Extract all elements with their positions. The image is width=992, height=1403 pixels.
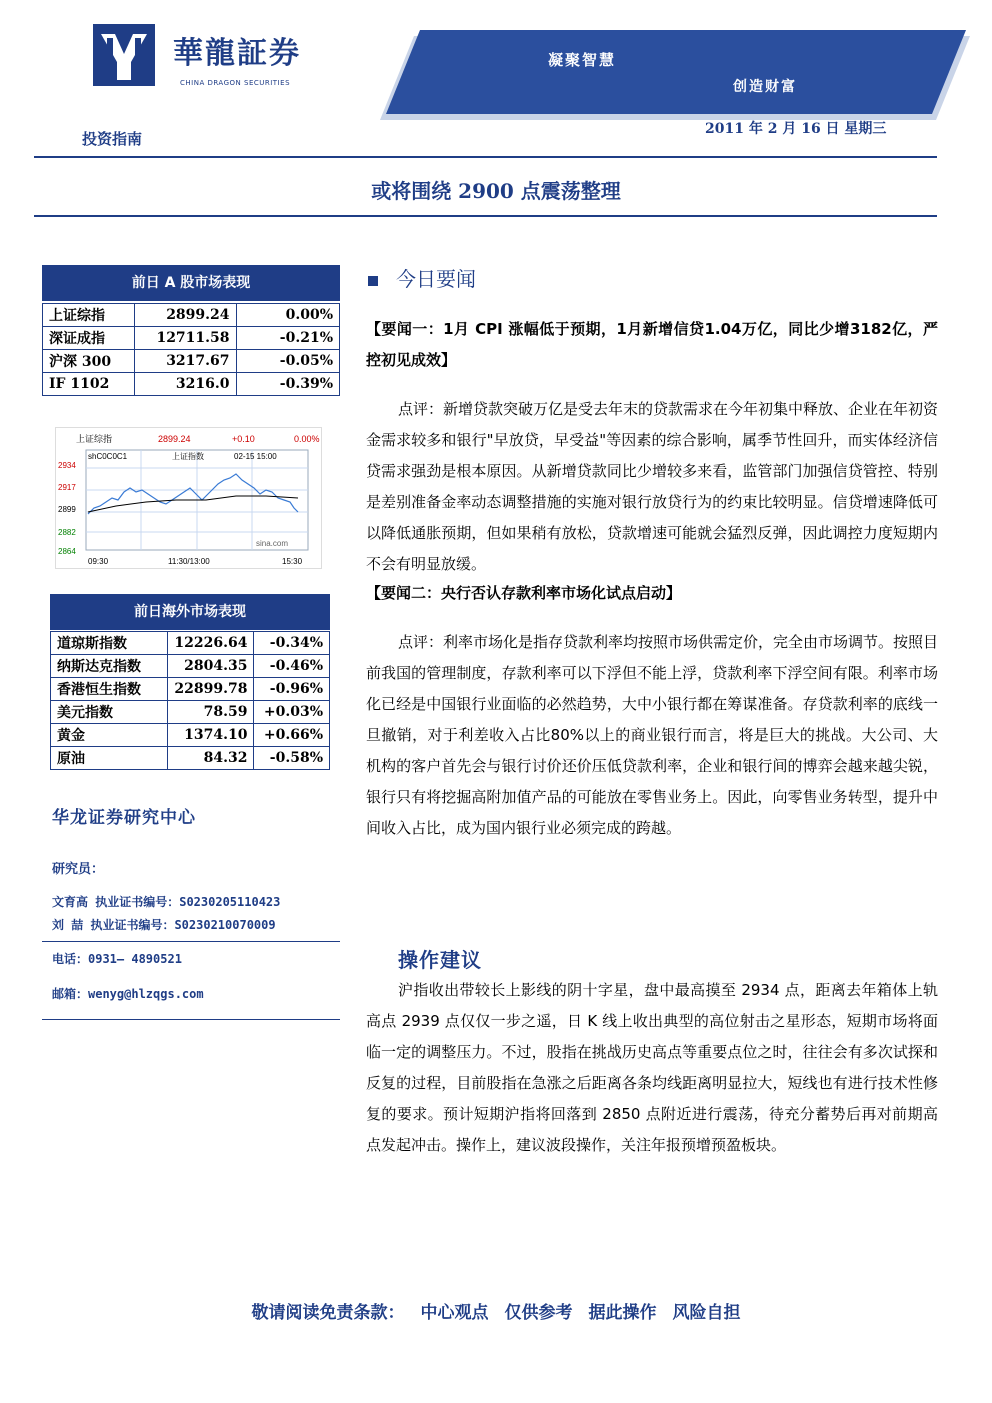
researcher-entry: 文育高 执业证书编号：S0230205110423 bbox=[52, 895, 281, 909]
news-heading-text: 今日要闻 bbox=[396, 267, 476, 291]
news-item-2-comment: 点评：利率市场化是指存贷款利率均按照市场供需定价，完全由市场调节。按照目前我国的管理制度，存款利率可以下浮但不能上浮，贷款利率下浮空间有限。利率市场化已经是中国银行业面临的必然趋势，大中小银行都在筹谋准备。存贷款利率的底线一旦撤销，对于利差收入占比80%以上的商业银行而言，将是巨大的挑战。大公司、大机构的客户首先会与银行讨价还价压低贷款利率，企业和银行间的博弈会越来越尖锐，银行只有将挖掘高附加值产品的可能放在零售业务上。因此，向零售业务转型，提升中间收入占比，成为国内银行业必须完成的跨越。 bbox=[366, 633, 939, 837]
overseas-table bbox=[50, 631, 330, 770]
table-row bbox=[51, 655, 330, 678]
chart-x-tick: 15:30 bbox=[282, 557, 303, 566]
company-logo-english: CHINA DRAGON SECURITIES bbox=[180, 79, 291, 87]
researcher-entry: 刘 喆 执业证书编号：S0230210070009 bbox=[52, 918, 276, 932]
chart-source: sina.com bbox=[256, 539, 289, 548]
slogan-primary: 凝聚智慧 bbox=[548, 51, 617, 69]
logo-emblem-icon bbox=[93, 24, 155, 86]
table-row bbox=[51, 724, 330, 747]
title-divider bbox=[34, 215, 937, 217]
chart-y-tick: 2864 bbox=[58, 547, 76, 556]
chart-x-tick: 09:30 bbox=[88, 557, 109, 566]
header-banner bbox=[380, 30, 970, 120]
operation-section-heading: 操作建议 bbox=[398, 948, 482, 972]
market-value: 3216.0 bbox=[134, 373, 236, 396]
table-row bbox=[51, 701, 330, 724]
market-value: 2804.35 bbox=[168, 655, 254, 678]
market-name: 香港恒生指数 bbox=[51, 678, 168, 701]
market-value: 2899.24 bbox=[134, 304, 236, 327]
table-row bbox=[43, 327, 340, 350]
table-row bbox=[43, 350, 340, 373]
market-change: -0.39% bbox=[236, 373, 339, 396]
chart-index-change: +0.10 bbox=[232, 434, 255, 444]
a-share-table-heading: 前日 A 股市场表现 bbox=[42, 265, 340, 301]
market-name: 原油 bbox=[51, 747, 168, 770]
a-share-table bbox=[42, 303, 340, 396]
sidebar-divider bbox=[42, 941, 340, 942]
table-row bbox=[51, 678, 330, 701]
news-item-2-title: 【要闻二：央行否认存款利率市场化试点启动】 bbox=[366, 584, 682, 602]
market-change: +0.66% bbox=[254, 724, 330, 747]
disclaimer-item: 仅供参考 bbox=[504, 1303, 573, 1323]
chart-code-label: shC0C0C1 bbox=[88, 452, 128, 461]
chart-index-pct: 0.00% bbox=[294, 434, 320, 444]
market-change: 0.00% bbox=[236, 304, 339, 327]
company-logo-chinese: 華龍証券 bbox=[173, 36, 301, 71]
news-section-heading bbox=[368, 263, 476, 292]
header-divider bbox=[34, 156, 937, 158]
market-name: 美元指数 bbox=[51, 701, 168, 724]
disclaimer-item: 风险自担 bbox=[672, 1303, 741, 1323]
disclaimer-item: 中心观点 bbox=[420, 1303, 489, 1323]
market-change: +0.03% bbox=[254, 701, 330, 724]
sidebar-divider bbox=[42, 1019, 340, 1020]
market-name: 道琼斯指数 bbox=[51, 632, 168, 655]
market-name: 沪深 300 bbox=[43, 350, 135, 373]
market-name: 上证综指 bbox=[43, 304, 135, 327]
market-name: 纳斯达克指数 bbox=[51, 655, 168, 678]
market-name: 黄金 bbox=[51, 724, 168, 747]
market-change: -0.21% bbox=[236, 327, 339, 350]
chart-y-tick: 2899 bbox=[58, 505, 76, 514]
disclaimer-footer bbox=[0, 1298, 992, 1323]
table-row bbox=[43, 304, 340, 327]
news-item-1-comment: 点评：新增贷款突破万亿是受去年末的贷款需求在今年初集中释放、企业在年初资金需求较多和银行"早放贷，早受益"等因素的综合影响，属季节性回升，而实体经济信贷需求强劲是根本原因。从新增贷款同比少增较多来看，监管部门加强信贷管控、特别是差别准备金率动态调整措施的实施对银行放贷行为的约束比较明显。信贷增速降低可以降低通胀预期，但如果稍有放松，贷款增速可能就会猛烈反弹，因此调控力度短期内不会有明显放缓。 bbox=[366, 400, 939, 573]
chart-y-tick: 2934 bbox=[58, 461, 76, 470]
chart-timestamp: 02-15 15:00 bbox=[234, 452, 277, 461]
operation-advice-text: 沪指收出带较长上影线的阴十字星，盘中最高摸至 2934 点，距离去年箱体上轨高点 2939 点仅仅一步之遥，日 K 线上收出典型的高位射击之星形态，短期市场将面临一定的调整压力。不过，股指在挑战历史高点等重要点位之时，往往会有多次试探和反复的过程，目前股指在急涨之后距离各条均线距离明显拉大，短线也有进行技术性修复的要求。预计短期沪指将回落到 2850 点附近进行震荡，待充分蓄势后再对前期高点发起冲击。操作上，建议波段操作，关注年报预增预盈板块。 bbox=[366, 981, 938, 1154]
researcher-label: 研究员： bbox=[52, 862, 105, 877]
contact-phone: 电话：0931— 4890521 bbox=[52, 952, 182, 966]
market-change: -0.05% bbox=[236, 350, 339, 373]
disclaimer-label: 敬请阅读免责条款： bbox=[251, 1303, 405, 1323]
table-row bbox=[51, 747, 330, 770]
chart-x-tick: 11:30/13:00 bbox=[168, 557, 210, 566]
market-value: 22899.78 bbox=[168, 678, 254, 701]
intraday-chart-image bbox=[55, 427, 322, 569]
chart-y-tick: 2917 bbox=[58, 483, 76, 492]
market-value: 78.59 bbox=[168, 701, 254, 724]
news-item-1-title: 【要闻一：1月 CPI 涨幅低于预期，1月新增信贷1.04万亿，同比少增3182亿，严控初见成效】 bbox=[366, 320, 938, 369]
chart-index-value: 2899.24 bbox=[158, 434, 191, 444]
overseas-table-heading: 前日海外市场表现 bbox=[50, 594, 330, 630]
contact-email: 邮箱：wenyg@hlzqgs.com bbox=[52, 987, 204, 1001]
chart-index-name: 上证综指 bbox=[76, 434, 113, 444]
report-date: 2011 年 2 月 16 日 星期三 bbox=[705, 121, 887, 137]
chart-y-tick: 2882 bbox=[58, 528, 76, 537]
market-change: -0.46% bbox=[254, 655, 330, 678]
market-change: -0.58% bbox=[254, 747, 330, 770]
report-category: 投资指南 bbox=[82, 130, 143, 148]
research-center-name: 华龙证券研究中心 bbox=[52, 808, 196, 828]
table-row bbox=[43, 373, 340, 396]
market-change: -0.34% bbox=[254, 632, 330, 655]
market-name: 深证成指 bbox=[43, 327, 135, 350]
square-bullet-icon bbox=[368, 276, 378, 286]
company-logo-mark bbox=[93, 24, 155, 86]
report-title: 或将围绕 2900 点震荡整理 bbox=[371, 179, 621, 203]
market-value: 1374.10 bbox=[168, 724, 254, 747]
market-value: 12226.64 bbox=[168, 632, 254, 655]
chart-series-label: 上证指数 bbox=[172, 452, 204, 461]
market-change: -0.96% bbox=[254, 678, 330, 701]
slogan-secondary: 创造财富 bbox=[733, 79, 797, 95]
market-value: 12711.58 bbox=[134, 327, 236, 350]
disclaimer-item: 据此操作 bbox=[588, 1303, 657, 1323]
market-value: 3217.67 bbox=[134, 350, 236, 373]
market-name: IF 1102 bbox=[43, 373, 135, 396]
table-row bbox=[51, 632, 330, 655]
market-value: 84.32 bbox=[168, 747, 254, 770]
